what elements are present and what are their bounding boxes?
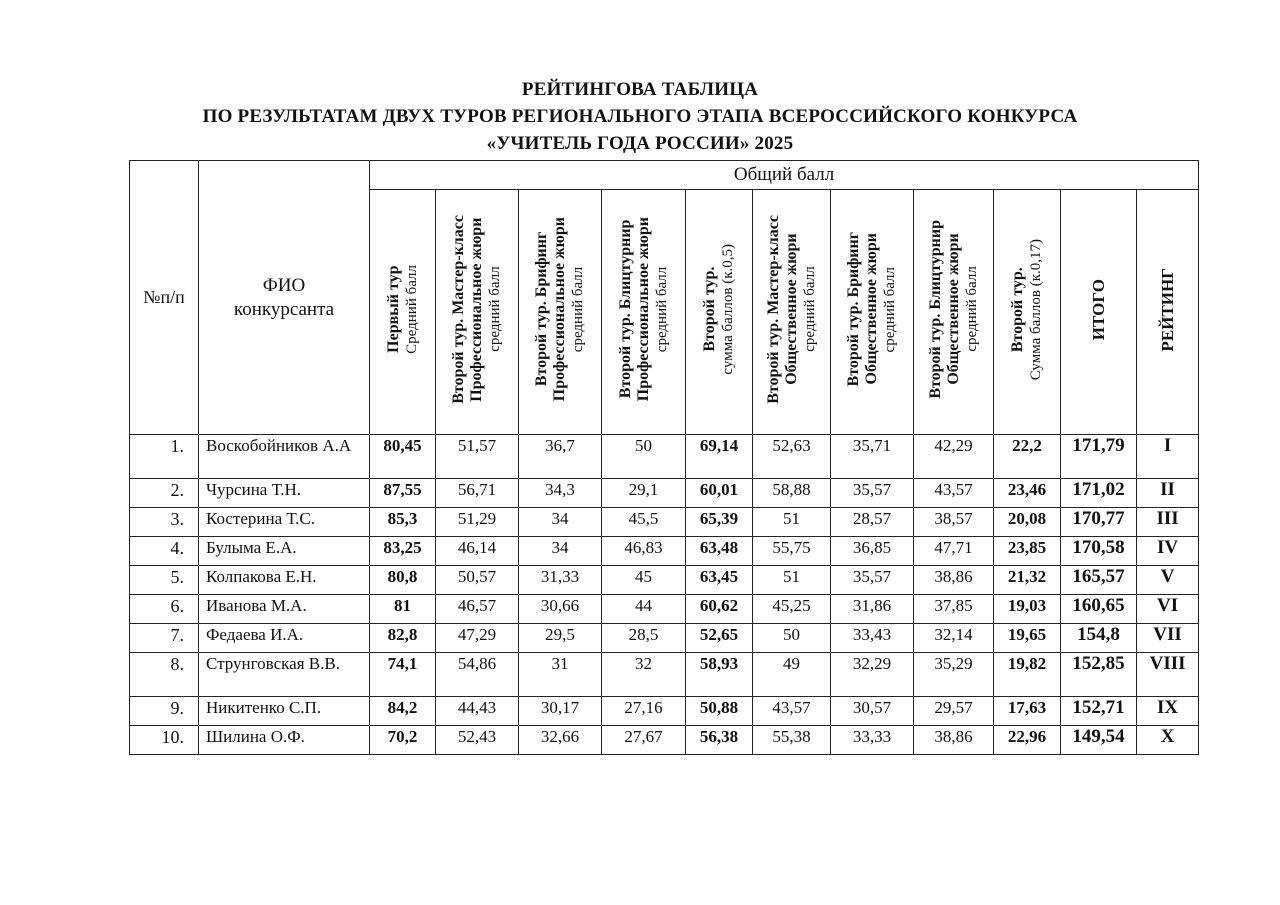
score-cell: 55,75 [753,537,831,566]
column-header-sub: сумма баллов (к.0,5) [720,244,736,375]
table-row [130,435,1199,479]
contestant-name: Колпакова Е.Н. [199,566,370,595]
score-cell: 32,14 [914,624,994,653]
score-cell: 21,32 [994,566,1061,595]
rating-rank: III [1137,508,1199,537]
score-cell: 70,2 [370,726,436,755]
score-cell: 47,71 [914,537,994,566]
score-cell: 45,5 [602,508,686,537]
table-row [130,537,1199,566]
contestant-name: Чурсина Т.Н. [199,479,370,508]
total-score: 152,71 [1061,697,1137,726]
column-header-sub: средний балл [801,266,818,353]
score-cell: 52,65 [686,624,753,653]
total-score: 160,65 [1061,595,1137,624]
score-cell: 38,86 [914,566,994,595]
total-score: 165,57 [1061,566,1137,595]
column-header-sub: средний балл [487,266,503,353]
score-cell: 29,5 [519,624,602,653]
column-header [686,190,753,435]
row-number: 9. [130,697,199,726]
rating-rank: VIII [1137,653,1199,697]
column-header-line2: Профессиональное жюри [551,217,568,402]
score-cell: 30,57 [831,697,914,726]
score-cell: 30,17 [519,697,602,726]
column-header-sub: средний балл [963,266,980,353]
score-cell: 50 [753,624,831,653]
score-cell: 83,25 [370,537,436,566]
rating-rank: VII [1137,624,1199,653]
total-score: 154,8 [1061,624,1137,653]
table-row [130,508,1199,537]
column-header-line2: Общественное жюри [782,233,800,386]
column-header-bold: Второй тур. [1009,267,1026,352]
score-cell: 42,29 [914,435,994,479]
contestant-name: Шилина О.Ф. [199,726,370,755]
score-cell: 51 [753,566,831,595]
contestant-name: Струнговская В.В. [199,653,370,697]
total-score: 171,02 [1061,479,1137,508]
score-cell: 63,48 [686,537,753,566]
contestant-name: Федаева И.А. [199,624,370,653]
score-cell: 54,86 [436,653,519,697]
score-cell: 37,85 [914,595,994,624]
title-line-2: ПО РЕЗУЛЬТАТАМ ДВУХ ТУРОВ РЕГИОНАЛЬНОГО ЭТАПА ВСЕРОССИЙСКОГО КОНКУРСА [202,106,1078,127]
rating-rank: II [1137,479,1199,508]
header-fio [199,161,370,435]
score-cell: 43,57 [753,697,831,726]
row-number: 3. [130,508,199,537]
score-cell: 33,33 [831,726,914,755]
score-cell: 51 [753,508,831,537]
score-cell: 19,65 [994,624,1061,653]
contestant-name: Булыма Е.А. [199,537,370,566]
column-header-bold: Второй тур. Мастер-класс [764,215,782,404]
score-cell: 22,96 [994,726,1061,755]
score-cell: 58,88 [753,479,831,508]
column-header-bold: Второй тур. Брифинг [533,232,550,387]
row-number: 10. [130,726,199,755]
score-cell: 82,8 [370,624,436,653]
document-title [0,76,1280,157]
score-cell: 22,2 [994,435,1061,479]
score-cell: 87,55 [370,479,436,508]
score-cell: 27,67 [602,726,686,755]
rating-rank: I [1137,435,1199,479]
title-line-3: «УЧИТЕЛЬ ГОДА РОССИИ» 2025 [486,133,794,154]
column-header [831,190,914,435]
score-cell: 27,16 [602,697,686,726]
column-header-sub: средний балл [882,266,898,353]
score-cell: 28,5 [602,624,686,653]
score-cell: 31 [519,653,602,697]
column-header-bold: Первый тур [384,265,402,354]
score-cell: 32,66 [519,726,602,755]
score-cell: 50,57 [436,566,519,595]
score-cell: 63,45 [686,566,753,595]
header-fio-line1: ФИО [262,274,306,296]
column-header-bold: Второй тур. Брифинг [845,232,862,387]
rating-rank: VI [1137,595,1199,624]
column-header-line2: Профессиональное жюри [468,217,485,402]
score-cell: 51,57 [436,435,519,479]
score-cell: 56,71 [436,479,519,508]
column-header [914,190,994,435]
score-cell: 85,3 [370,508,436,537]
score-cell: 52,43 [436,726,519,755]
column-header-total [1061,190,1137,435]
table-row [130,624,1199,653]
column-header [602,190,686,435]
column-header-bold: Второй тур. [701,267,718,352]
score-cell: 43,57 [914,479,994,508]
column-header-sub: Сумма баллов (к.0,17) [1028,238,1044,381]
score-cell: 32,29 [831,653,914,697]
column-header-rating-label: РЕЙТИНГ [1157,267,1177,352]
score-cell: 74,1 [370,653,436,697]
column-header [370,190,436,435]
column-header-line2: Общественное жюри [863,233,880,386]
contestant-name: Воскобойников А.А [199,435,370,479]
total-score: 170,58 [1061,537,1137,566]
score-cell: 35,29 [914,653,994,697]
score-cell: 69,14 [686,435,753,479]
table-row [130,726,1199,755]
score-cell: 29,1 [602,479,686,508]
score-cell: 44 [602,595,686,624]
score-cell: 84,2 [370,697,436,726]
score-cell: 55,38 [753,726,831,755]
column-header-sub: Средний балл [403,265,420,354]
score-cell: 60,01 [686,479,753,508]
score-cell: 35,57 [831,566,914,595]
row-number: 4. [130,537,199,566]
column-header-line2: Общественное жюри [944,233,962,386]
table-row [130,479,1199,508]
column-header [519,190,602,435]
score-cell: 80,8 [370,566,436,595]
row-number: 6. [130,595,199,624]
score-cell: 56,38 [686,726,753,755]
column-header-line2: Профессиональное жюри [634,217,652,402]
contestant-name: Костерина Т.С. [199,508,370,537]
score-cell: 38,86 [914,726,994,755]
score-cell: 36,85 [831,537,914,566]
rating-table [129,160,1199,755]
contestant-name: Иванова М.А. [199,595,370,624]
header-group-total-score: Общий балл [370,161,1199,190]
contestant-name: Никитенко С.П. [199,697,370,726]
total-score: 171,79 [1061,435,1137,479]
score-cell: 34,3 [519,479,602,508]
score-cell: 80,45 [370,435,436,479]
table-row [130,653,1199,697]
total-score: 152,85 [1061,653,1137,697]
score-cell: 23,46 [994,479,1061,508]
column-header [436,190,519,435]
score-cell: 51,29 [436,508,519,537]
score-cell: 33,43 [831,624,914,653]
score-cell: 49 [753,653,831,697]
score-cell: 19,82 [994,653,1061,697]
score-cell: 46,83 [602,537,686,566]
title-line-1: РЕЙТИНГОВА ТАБЛИЦА [521,79,759,100]
total-score: 170,77 [1061,508,1137,537]
column-header-bold: Второй тур. Мастер-класс [450,215,467,404]
score-cell: 31,33 [519,566,602,595]
rating-rank: V [1137,566,1199,595]
rating-rank: IX [1137,697,1199,726]
score-cell: 45 [602,566,686,595]
score-cell: 36,7 [519,435,602,479]
score-cell: 44,43 [436,697,519,726]
score-cell: 45,25 [753,595,831,624]
row-number: 7. [130,624,199,653]
score-cell: 23,85 [994,537,1061,566]
header-fio-line2: конкурсанта [233,298,335,320]
score-cell: 81 [370,595,436,624]
rating-rank: X [1137,726,1199,755]
row-number: 2. [130,479,199,508]
column-header-total-label: ИТОГО [1088,278,1108,341]
score-cell: 34 [519,508,602,537]
score-cell: 20,08 [994,508,1061,537]
table-row [130,595,1199,624]
score-cell: 50,88 [686,697,753,726]
score-cell: 38,57 [914,508,994,537]
score-cell: 17,63 [994,697,1061,726]
column-header [753,190,831,435]
score-cell: 46,14 [436,537,519,566]
score-cell: 30,66 [519,595,602,624]
column-header [994,190,1061,435]
score-cell: 31,86 [831,595,914,624]
score-cell: 46,57 [436,595,519,624]
score-cell: 32 [602,653,686,697]
score-cell: 35,57 [831,479,914,508]
score-cell: 35,71 [831,435,914,479]
column-header-sub: средний балл [570,266,586,353]
score-cell: 34 [519,537,602,566]
score-cell: 29,57 [914,697,994,726]
row-number: 5. [130,566,199,595]
score-cell: 47,29 [436,624,519,653]
table-row [130,697,1199,726]
total-score: 149,54 [1061,726,1137,755]
rating-rank: IV [1137,537,1199,566]
header-num: №п/п [130,161,199,435]
score-cell: 19,03 [994,595,1061,624]
column-header-bold: Второй тур. Блицтурнир [616,220,634,399]
column-header-sub: средний балл [653,266,670,353]
score-cell: 65,39 [686,508,753,537]
table-row [130,566,1199,595]
score-cell: 28,57 [831,508,914,537]
row-number: 8. [130,653,199,697]
score-cell: 58,93 [686,653,753,697]
score-cell: 52,63 [753,435,831,479]
score-cell: 50 [602,435,686,479]
column-header-rating [1137,190,1199,435]
row-number: 1. [130,435,199,479]
score-cell: 60,62 [686,595,753,624]
column-header-bold: Второй тур. Блицтурнир [926,220,944,399]
